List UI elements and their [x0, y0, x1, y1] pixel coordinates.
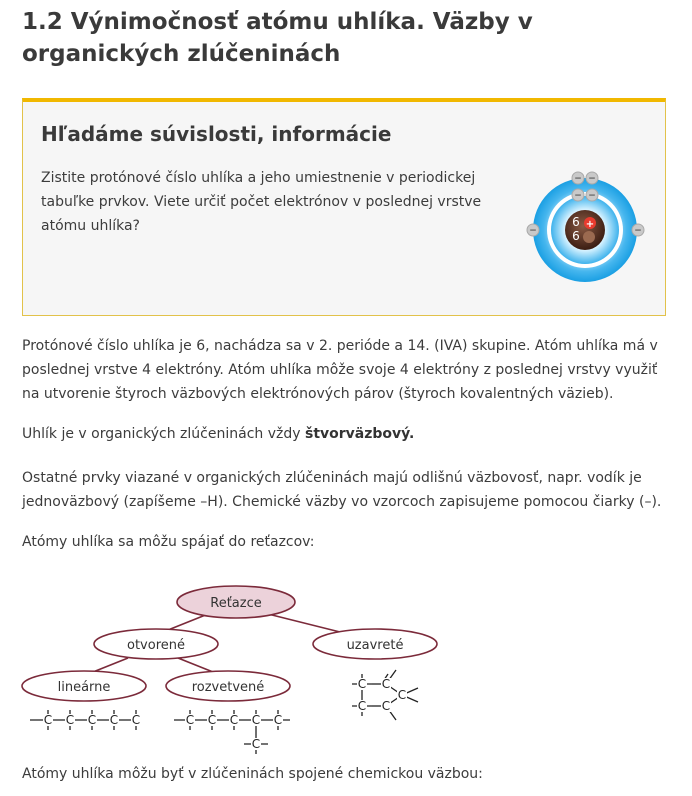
paragraph-bond-intro: Atómy uhlíka môžu byť v zlúčeninách spojené chemickou väzbou: [22, 766, 483, 782]
svg-text:−: − [574, 191, 582, 201]
svg-text:C: C [87, 713, 97, 727]
svg-text:C: C [185, 713, 195, 727]
info-box-heading: Hľadáme súvislosti, informácie [41, 122, 392, 146]
paragraph-tetravalent: Uhlík je v organických zlúčeninách vždy štvorväzbový. [22, 426, 415, 442]
svg-text:−: − [588, 191, 596, 201]
info-box [22, 98, 666, 316]
svg-text:−: − [529, 226, 537, 236]
paragraph-chains-intro: Atómy uhlíka sa môžu spájať do reťazcov: [22, 534, 315, 550]
nucleus [565, 210, 605, 250]
svg-text:C: C [109, 713, 119, 727]
node-closed-label: uzavreté [346, 638, 404, 653]
paragraph-valence: Ostatné prvky viazané v organických zlúčeninách majú odlišnú väzbovosť, napr. vodík je jednoväzbový (zapíšeme –H). Chemické väzby vo vzorcoch zapisujeme pomocou čiarky (–). [22, 470, 662, 510]
svg-text:C: C [273, 713, 283, 727]
svg-text:+: + [585, 219, 595, 230]
svg-text:−: − [574, 174, 582, 184]
page-title: 1.2 Výnimočnosť atómu uhlíka. Väzby v organických zlúčeninách [22, 9, 533, 67]
svg-text:C: C [65, 713, 75, 727]
node-linear-label: lineárne [57, 680, 111, 695]
svg-text:C: C [357, 677, 367, 691]
paragraph-carbon-properties: Protónové číslo uhlíka je 6, nachádza sa v 2. perióde a 14. (IVA) skupine. Atóm uhlíka má v poslednej vrstve 4 elektróny. Atóm uhlíka môže svoje 4 elektróny z poslednej vrstvy využiť na utvorenie štyroch väzbových elektrónových párov (štyroch kovalentných väzieb). [22, 338, 658, 402]
svg-text:C: C [381, 699, 391, 713]
node-open-label: otvorené [127, 638, 185, 653]
svg-text:C: C [251, 713, 261, 727]
node-branched-label: rozvetvené [191, 680, 265, 695]
neutron-count: 6 [572, 229, 580, 243]
svg-text:−: − [588, 174, 596, 184]
svg-text:C: C [207, 713, 217, 727]
svg-text:C: C [397, 688, 407, 702]
info-box-text: Zistite protónové číslo uhlíka a jeho umiestnenie v periodickej tabuľke prvkov. Viete určiť počet elektrónov v poslednej vrstve atómu uhlíka? [41, 170, 482, 234]
neutron-icon [583, 231, 595, 243]
proton-count: 6 [572, 215, 580, 229]
svg-text:C: C [251, 737, 261, 751]
svg-text:−: − [634, 226, 642, 236]
svg-text:C: C [229, 713, 239, 727]
svg-text:C: C [131, 713, 141, 727]
bold-term: štvorväzbový. [304, 426, 415, 442]
svg-text:C: C [381, 677, 391, 691]
node-chains-label: Reťazce [210, 596, 262, 611]
carbon-chain-diagram [18, 578, 448, 758]
svg-text:C: C [357, 699, 367, 713]
svg-text:C: C [43, 713, 53, 727]
carbon-atom-illustration [523, 162, 653, 292]
